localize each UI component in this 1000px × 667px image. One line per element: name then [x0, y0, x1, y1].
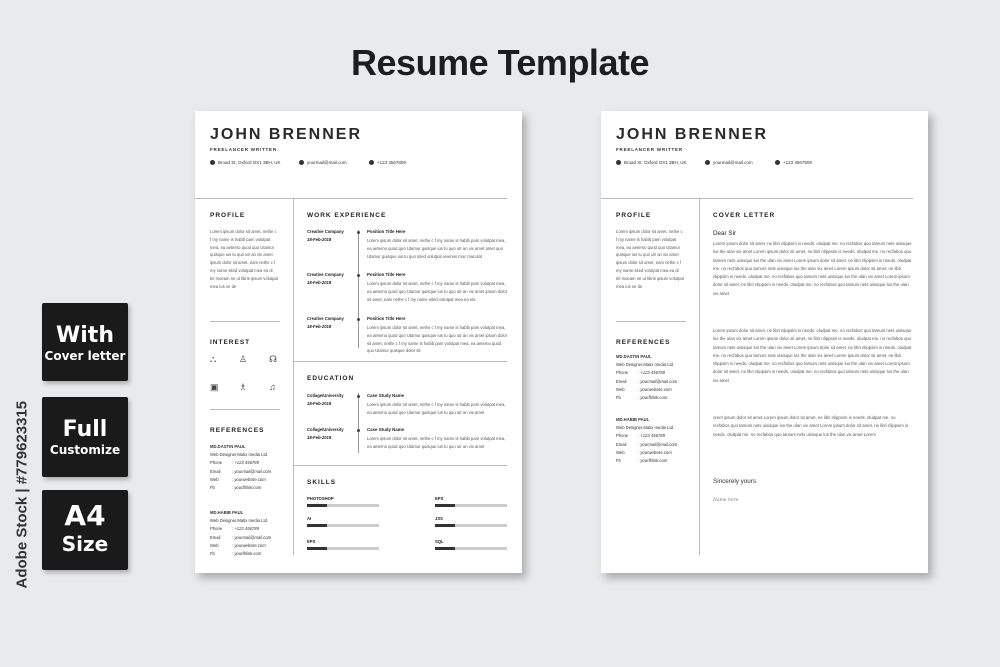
- badge-small-text: Customize: [49, 443, 121, 457]
- badge-customize: [42, 397, 128, 477]
- divider: [210, 321, 280, 322]
- badge-big-text: Full: [62, 417, 108, 442]
- email-label: Email: [616, 378, 627, 384]
- education-heading: EDUCATION: [307, 375, 355, 382]
- reference-email: : yourmail@mail.com: [638, 378, 678, 384]
- stock-label: Adobe Stock | #779623315: [13, 400, 31, 589]
- reference-title: Web Designer,Matix media Ltd.: [210, 518, 269, 524]
- skill-label: AI: [307, 516, 312, 521]
- phone-label: Phone: [616, 433, 629, 439]
- skill-bar-fill: [435, 547, 455, 550]
- work-company: [307, 315, 344, 331]
- divider: [601, 198, 913, 199]
- resume-role: FREELANCER WRITTER: [210, 147, 277, 152]
- profile-text: Lorem ipsum dolor sit amet, nethe c f my name is habib pam volutpat mea, ea aeterno quod quo Utamur quisque ius tu quo utr an vix amet ipsum dolor sit amet, eam nethe c f my name sited volutpat mea ea di tel moeam ne ut libris ipsum volutpat mea ius ne de: [616, 229, 684, 289]
- email-text: yourmail@mail.com: [713, 160, 753, 165]
- education-school: [307, 392, 344, 408]
- reference-fb: : yourfblink.com: [232, 485, 262, 491]
- skill-bar: [307, 547, 379, 550]
- email-text: yourmail@mail.com: [307, 160, 347, 165]
- skill-label: EPS: [307, 539, 316, 544]
- email-label: Email: [616, 441, 627, 447]
- work-description: Lorem ipsum dolor sit amet, nethe c f my name is habib pam volutpat mea, ea aeterno quod quo Utamur quisque ius tu quo utr an vix amet ipsum dolor sit amet, eam nethe c f my name sited volutpat mea ea ela: [367, 281, 508, 302]
- timeline-dot: [357, 395, 360, 398]
- company-name: Creative Company: [307, 229, 344, 234]
- work-position: Position Title Here: [367, 272, 406, 277]
- work-company: [307, 271, 344, 287]
- reference-web: : yourwebsite.com: [232, 476, 266, 482]
- work-description: Lorem ipsum dolor sit amet, nethe c f my name is habib pam volutpat mea, ea aeterno quod quo Utamur quisque ius tu quo utr an vix amet amet quo Utamur quisque ius tu quo sited volutpat vivenus moc maculat: [367, 238, 506, 259]
- reference-title: Web Designer,Matix media Ltd.: [616, 362, 675, 368]
- skill-bar: [435, 547, 507, 550]
- contact-phone: [369, 160, 406, 165]
- interest-heading: INTEREST: [210, 339, 251, 346]
- reference-email: : yourmail@mail.com: [232, 534, 272, 540]
- phone-label: Phone: [210, 526, 223, 532]
- page-title: Resume Template: [351, 42, 649, 83]
- work-description: Lorem ipsum dolor sit amet, nethe c f my name is habib pam volutpat mea, ea aeterno quod quo Utamur quisque ius tu quo utr an vix amet ipsum dolor sit amet, nethe c f my name is habib pam volutpat mea, ea aeterno quod quo Utamur quisque dolor sit: [367, 325, 508, 354]
- timeline-dot: [357, 318, 360, 321]
- web-label: Web: [616, 386, 625, 392]
- timeline-dot: [357, 274, 360, 277]
- column-divider: [699, 198, 700, 555]
- reference-fb: : yourfblink.com: [232, 551, 262, 557]
- reference-web: : yourwebsite.com: [638, 449, 672, 455]
- divider: [293, 361, 507, 362]
- education-description: Lorem ipsum dolor sit amet, nethe c f my name is habib pam volutpat mea, ea aeterno quod quo Utamur quisque ius tu quo utr an vix amet: [367, 402, 506, 415]
- skill-bar-fill: [307, 524, 327, 527]
- profile-heading: PROFILE: [616, 212, 652, 219]
- phone-label: Phone: [210, 460, 223, 466]
- skill-bar: [307, 524, 379, 527]
- person-icon: ♙: [239, 354, 248, 364]
- badge-small-text: Size: [61, 532, 109, 556]
- reference-title: Web Designer,Matix media Ltd.: [616, 425, 675, 431]
- headphones-icon: ☊: [269, 354, 277, 364]
- reference-name: MD.HABIB PAUL: [210, 510, 244, 515]
- reference-item: [616, 416, 696, 465]
- reference-email: : yourmail@mail.com: [232, 468, 272, 474]
- skill-bar-fill: [435, 524, 455, 527]
- reference-phone: : +123 456789: [232, 460, 259, 466]
- skill-bar-fill: [307, 547, 327, 550]
- timeline-line: [358, 230, 359, 348]
- phone-text: +123 4567809: [783, 160, 812, 165]
- cover-name: JOHN BRENNER: [616, 126, 769, 143]
- divider: [210, 409, 280, 410]
- medal-icon: ♗: [239, 382, 248, 392]
- work-position: Position Title Here: [367, 316, 406, 321]
- skills-heading: SKILLS: [307, 479, 337, 486]
- badge-big-text: A4: [64, 499, 106, 532]
- envelope-icon: [299, 160, 304, 165]
- company-name: Creative Company: [307, 316, 344, 321]
- address-text: Broad St, Oxford OX1 3BH, UK: [624, 160, 687, 165]
- network-icon: ⛬: [210, 354, 217, 364]
- reference-email: : yourmail@mail.com: [638, 441, 678, 447]
- skill-label: EPS: [435, 496, 444, 501]
- divider: [195, 198, 507, 199]
- reference-item: [210, 443, 290, 492]
- web-label: Web: [210, 542, 219, 548]
- location-icon: [210, 160, 215, 165]
- cover-closing: Sincerely yours: [713, 478, 757, 485]
- resume-page: [195, 111, 522, 573]
- reference-phone: : +123 456789: [232, 526, 259, 532]
- timeline-dot: [357, 231, 360, 234]
- skill-label: JSS: [435, 516, 443, 521]
- cover-paragraph: orem ipsum dolor sit amet,Lorem ipsum dolor sit amet, ne libri nlippsim is needs. oludpat me. no recfabos quo tamurs nets uisisque lus the ulan vix amet Lorem ipsum dolor sit amet, ne libri nlippsim is needs. oludpat me. no recfabos quo tamurs nets uisisque lus the ulan vix amet Lorem: [713, 415, 909, 437]
- resume-name: JOHN BRENNER: [210, 126, 363, 143]
- company-name: Creative Company: [307, 272, 344, 277]
- contact-address: [616, 160, 687, 165]
- skill-bar-fill: [307, 504, 327, 507]
- fb-label: Fb: [210, 485, 215, 491]
- reference-item: [210, 509, 290, 558]
- divider: [293, 465, 507, 466]
- reference-name: MD.DASTIN PAUL: [616, 354, 652, 359]
- school-name: Collage/University: [307, 427, 344, 432]
- skill-bar: [435, 504, 507, 507]
- web-label: Web: [210, 476, 219, 482]
- school-name: Collage/University: [307, 393, 344, 398]
- contact-phone: [775, 160, 812, 165]
- email-label: Email: [210, 534, 221, 540]
- reference-web: : yourwebsite.com: [638, 386, 672, 392]
- camera-icon: ▣: [210, 382, 219, 392]
- reference-phone: : +123 456789: [638, 370, 665, 376]
- education-date: 18-Feb-2018: [307, 435, 332, 440]
- profile-heading: PROFILE: [210, 212, 246, 219]
- work-date: 18-Feb-2018: [307, 324, 332, 329]
- contact-email: [705, 160, 753, 165]
- education-date: 18-Feb-2018: [307, 401, 332, 406]
- phone-text: +123 4567809: [377, 160, 406, 165]
- profile-text: Lorem ipsum dolor sit amet, nethe c f my name is habib pam volutpat mea, ea aeterno quod quo Utamur quisque ius tu quo utr an vix amet ipsum dolor sit amet, eam nethe c f my name sited volutpat mea ea di tel moeam ne ut libris ipsum volutpat mea ius ne de: [210, 229, 278, 289]
- fb-label: Fb: [616, 395, 621, 401]
- email-label: Email: [210, 468, 221, 474]
- phone-icon: [775, 160, 780, 165]
- references-heading: REFERENCES: [616, 339, 671, 346]
- reference-title: Web Designer,Matix media Ltd.: [210, 452, 269, 458]
- reference-name: MD.HABIB PAUL: [616, 417, 650, 422]
- badge-a4-size: [42, 490, 128, 570]
- cover-greeting: Dear Sir: [713, 230, 737, 237]
- phone-icon: [369, 160, 374, 165]
- cover-letter-page: [601, 111, 928, 573]
- reference-item: [616, 353, 696, 402]
- work-date: 18-Feb-2018: [307, 280, 332, 285]
- work-date: 18-Feb-2018: [307, 237, 332, 242]
- divider: [616, 321, 686, 322]
- contact-email: [299, 160, 347, 165]
- reference-fb: : yourfblink.com: [638, 458, 668, 464]
- skill-label: PHOTOSHOP: [307, 496, 334, 501]
- references-heading: REFERENCES: [210, 427, 265, 434]
- work-company: [307, 228, 344, 244]
- badge-big-text: With: [56, 323, 114, 348]
- reference-name: MD.DASTIN PAUL: [210, 444, 246, 449]
- contact-address: [210, 160, 281, 165]
- work-position: Position Title Here: [367, 229, 406, 234]
- cover-role: FREELANCER WRITTER: [616, 147, 683, 152]
- signature: Name here: [713, 498, 739, 503]
- timeline-dot: [357, 429, 360, 432]
- skill-bar: [307, 504, 379, 507]
- fb-label: Fb: [616, 458, 621, 464]
- badge-small-text: Cover letter: [44, 349, 126, 363]
- fb-label: Fb: [210, 551, 215, 557]
- reference-fb: : yourfblink.com: [638, 395, 668, 401]
- education-description: Lorem ipsum dolor sit amet, nethe c f my name is habib pam volutpat mea, ea aeterno quod quo Utamur quisque ius tu quo utr an vix amet: [367, 436, 506, 449]
- skill-label: SQL: [435, 539, 444, 544]
- address-text: Broad St, Oxford OX1 3BH, UK: [218, 160, 281, 165]
- timeline-line: [358, 393, 359, 453]
- phone-label: Phone: [616, 370, 629, 376]
- column-divider: [293, 198, 294, 555]
- work-heading: WORK EXPERIENCE: [307, 212, 387, 219]
- stock-watermark: [10, 400, 34, 592]
- reference-phone: : +123 456789: [638, 433, 665, 439]
- web-label: Web: [616, 449, 625, 455]
- reference-web: : yourwebsite.com: [232, 542, 266, 548]
- envelope-icon: [705, 160, 710, 165]
- education-course: Case Study Name: [367, 427, 405, 432]
- badge-cover-letter: [42, 303, 128, 381]
- location-icon: [616, 160, 621, 165]
- cover-paragraph: Lorem ipsum dolor sit amet, ne libri nlippsim is needs. oludpat me. no recfabos quo tamurs nets uisisque lus the ulan vix amet Lorem ipsum dolor sit amet, ne libri nlippsim is needs. oludpat me. no recfabos quo tamurs nets uisisque lus the ulan vix amet Lorem ipsum dolor sit amet, ne libri nlippsim is needs. oludpat me. no recfabos quo tamurs nets uisisque lus the ulan vix amet Lorem ipsum dolor sit amet, ne libri nlippsim is needs. oludpat me. no recfabos quo tamurs nets uisisque lus the ulan vix amet Lorem ipsum dolor sit amet, ne libri nlippsim is needs. oludpat me. no recfabos quo tamurs nets uisisque lus the ulan vix amet: [713, 241, 912, 296]
- skill-bar-fill: [435, 504, 455, 507]
- education-course: Case Study Name: [367, 393, 405, 398]
- cover-letter-heading: COVER LETTER: [713, 212, 776, 219]
- music-icon: ♫: [269, 382, 276, 392]
- skill-bar: [435, 524, 507, 527]
- cover-paragraph: Lorem ipsum dolor sit amet, ne libri nlippsim is needs. oludpat me. no recfabos quo tamurs nets uisisque lus the ulan vix amet Lorem ipsum dolor sit amet, ne libri nlippsim is needs. oludpat me. no recfabos quo tamurs nets uisisque lus the ulan vix amet Lorem ipsum dolor sit amet, ne libri nlippsim is needs. oludpat me. no recfabos quo tamurs nets uisisque lus the ulan vix amet Lorem ipsum dolor sit amet, ne libri nlippsim is needs. oludpat me. no recfabos quo tamurs nets uisisque lus the ulan vix amet Lorem ipsum dolor sit amet, ne libri nlippsim is needs. oludpat me. no recfabos quo tamurs nets uisisque lus the ulan vix amet: [713, 328, 912, 383]
- education-school: [307, 426, 344, 442]
